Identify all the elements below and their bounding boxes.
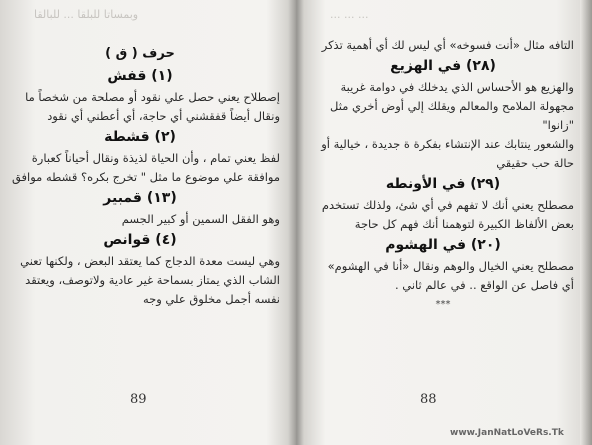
page-number: 88 [420,392,437,407]
entry-heading: (١٣) قمبير [103,190,177,206]
entry-heading: (٢٩) في الأونطه [385,176,501,192]
letter-section-title: حرف ( ق ) [105,46,175,61]
page-number: 89 [130,392,147,407]
bleed-through-text: ... ... ... [330,8,369,21]
section-separator: *** [435,299,451,310]
page-edge [580,0,592,445]
entry-text: لفظ يعني تمام ، وأن الحياة لذيذة ونقال أحياناً كعبارة موافقة علي موضوع ما مثل " تخرج بكره؟ قشطه موافق [11,151,280,184]
entry-heading: (٤) قوانص [103,232,177,248]
book-gutter [288,0,304,445]
entry-text: وهو الفقل السمين أو كبير الجسم [121,212,280,226]
entry-heading: (٢) قشطة [104,129,176,145]
entry-heading: (٢٠) في الهشوم [385,237,501,253]
bleed-through-text: وبمساتا للبلقا ... للبالقا [34,8,139,21]
entry-heading: (٢٨) في الهزيع [390,58,496,74]
entry-text: مصطلح يعني أنك لا تفهم في أي شئ، ولذلك تستخدم بعض الألفاظ الكبيرة لتوهمنا أنك فهم كل حاجة [321,198,574,231]
site-watermark: www.JanNatLoVeRs.Tk [450,428,564,438]
entry-text: إصطلاح يعني حصل علي نقود أو مصلحة من شخصاً ما ونقال أيضاً قفقشني أي حاجة، أي أعطني أي نقود [25,90,280,123]
entry-text: وهي ليست معدة الدجاج كما يعتقد البعض ، ولكنها تعني الشاب الذي يمتاز بسماحة غير عادية ولاتوصف، ويعتقد نفسه أجمل مخلوق علي وجه [20,254,280,306]
entry-text: مصطلح يعني الخيال والوهم ونقال «أنا في الهشوم» أي فاصل عن الواقع .. في عالم ثاني . [327,259,574,292]
entry-text: والشعور ينتابك عند الإنتشاء بفكرة ة جديدة ، خيالية أو حالة حب حقيقي [321,137,574,170]
entry-text: التافه مثال «أنت فسوخه» أي ليس لك أي أهمية تذكر [321,38,574,52]
right-page [312,36,574,314]
left-page [0,42,280,309]
entry-text: والهزيع هو الأحساس الذي يدخلك في دوامة غريبة مجهولة الملامح والمعالم ويقلك إلي أوض أخري مثل "زانوا" [330,80,574,132]
entry-heading: (١) قفش [107,68,173,84]
